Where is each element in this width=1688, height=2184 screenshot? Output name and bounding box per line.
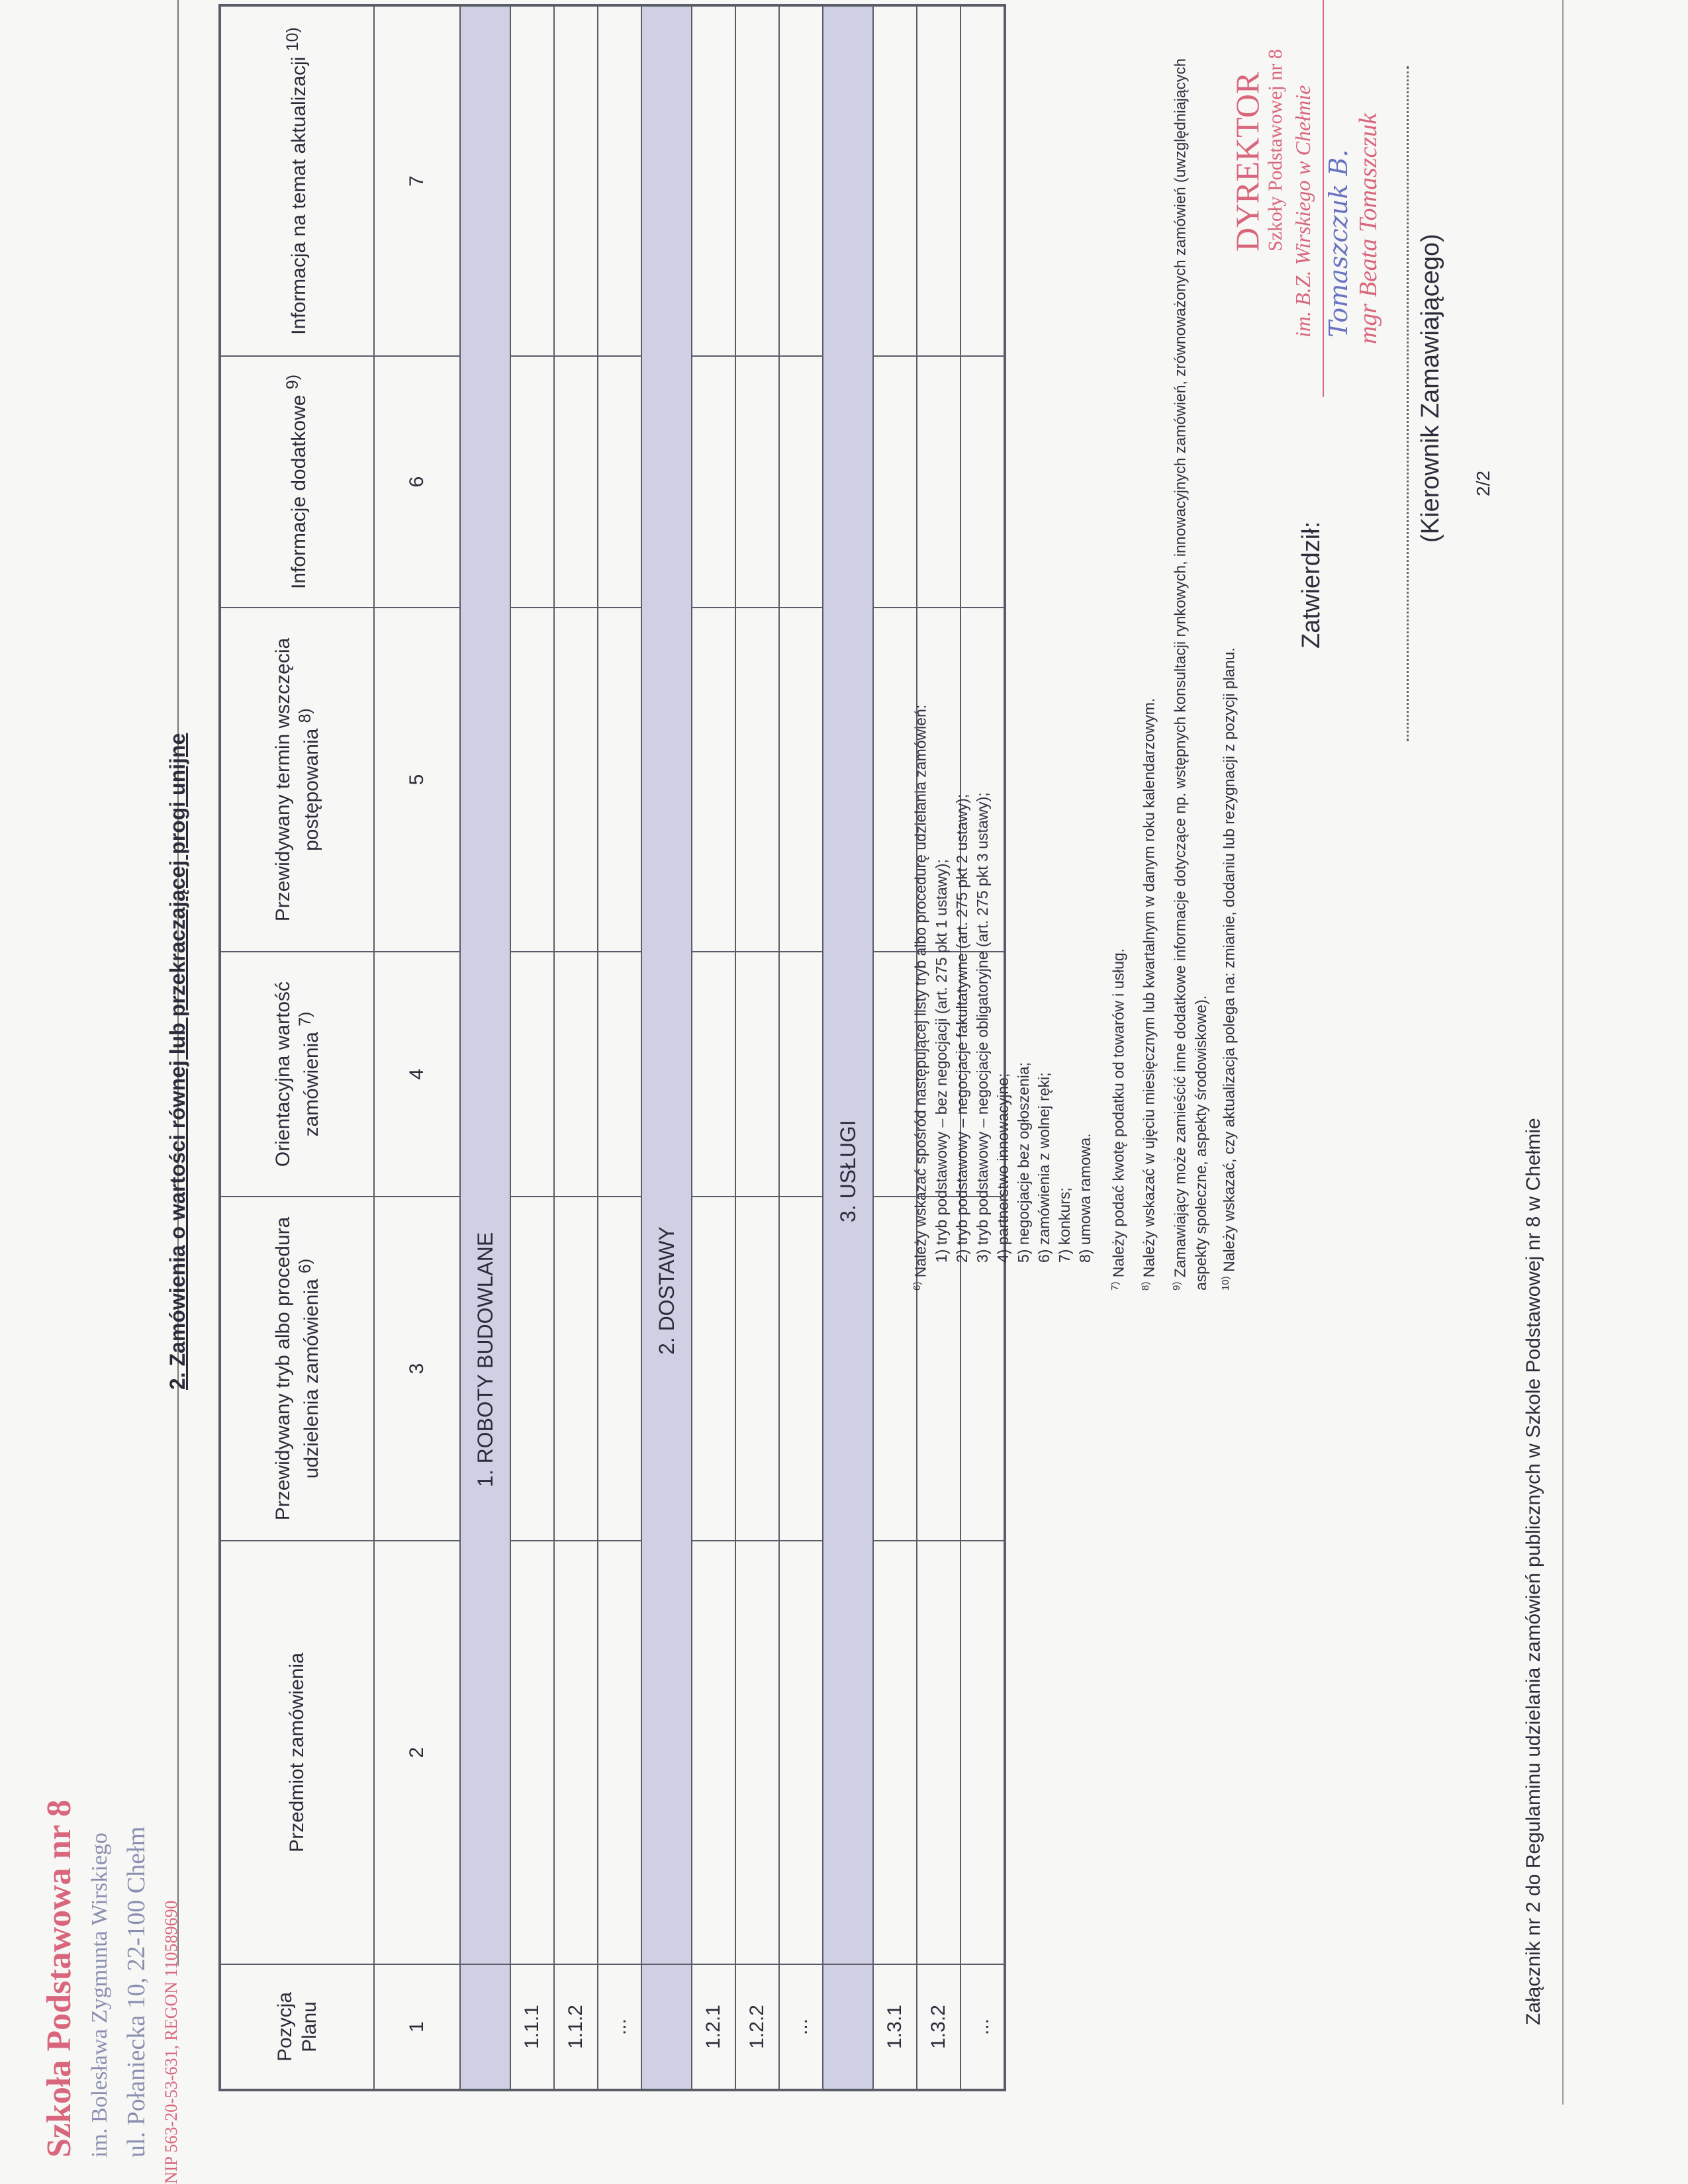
section-title: 2. Zamówienia o wartości równej lub przekraczającej progi unijne <box>165 733 189 1390</box>
position-cell: 1.3.2 <box>917 1964 961 2090</box>
position-cell: 1.3.1 <box>873 1964 917 2090</box>
footnote-6-item: 7) konkurs; <box>1055 1187 1073 1263</box>
column-number: 3 <box>374 1197 460 1541</box>
footnote-6-item: 1) tryb podstawowy – bez negocjacji (art. 275 pkt 1 ustawy); <box>932 859 950 1263</box>
footnote-7: $^{7)}$ Należy podać kwotę podatku od towarów i usług. <box>1109 948 1127 1291</box>
handwritten-signature: Tomaszczuk B. <box>1324 149 1353 338</box>
position-cell: 1.2.2 <box>735 1964 779 2090</box>
footnote-10: $^{10)}$ Należy wskazać, czy aktualizacja polega na: zmianie, dodaniu lub rezygnacji z pozycji planu. <box>1219 647 1238 1291</box>
header-procedure: Przewidywany tryb albo procedura udzielenia zamówienia $^{6)}$ <box>220 1197 374 1541</box>
header-position: Pozycja Planu <box>220 1964 374 2090</box>
footnote-6-item: 6) zamówienia z wolnej ręki; <box>1035 1072 1053 1263</box>
school-stamp-name: Szkoła Podstawowa nr 8 <box>40 1799 78 2158</box>
footnote-6-item: 5) negocjacje bez ogłoszenia; <box>1014 1062 1032 1263</box>
position-cell: 1.1.1 <box>510 1964 554 2090</box>
position-cell: ... <box>779 1964 823 2090</box>
director-stamp-line1: Szkoły Podstawowej nr 8 <box>1264 49 1286 251</box>
footnote-8: $^{8)}$ Należy wskazać w ujęciu miesięcznym lub kwartalnym w danym roku kalendarzowym. <box>1140 698 1158 1291</box>
footer-divider <box>1562 0 1564 2105</box>
position-cell: ... <box>598 1964 641 2090</box>
footnote-6-item: 2) tryb podstawowy – negocjacje fakultatywne (art. 275 pkt 2 ustawy); <box>953 794 970 1263</box>
header-value: Orientacyjna wartość zamówienia $^{7)}$ <box>220 952 374 1197</box>
table-row <box>598 5 641 2090</box>
footnote-9: $^{9)}$ Zamawiający może zamieścić inne dodatkowe informacje dotyczące np. wstępnych konsultacji rynkowych, innowacyjnych zamówień, zrównoważonych zamówień (uwzględniających aspekty społeczne, aspekty środowiskowe). <box>1170 58 1209 1291</box>
header-additional-info: Informacje dodatkowe $^{9)}$ <box>220 356 374 608</box>
school-stamp-ids: NIP 563-20-53-631, REGON 110589690 <box>162 1900 181 2184</box>
school-stamp-patron: im. Bolesława Zygmunta Wirskiego <box>87 1833 112 2158</box>
table-row <box>735 5 779 2090</box>
section-row-works <box>460 5 510 2090</box>
table-header-row <box>220 5 374 2090</box>
section-title-supplies: 2. DOSTAWY <box>641 5 692 1964</box>
header-start-date: Przewidywany termin wszczęcia postępowania $^{8)}$ <box>220 608 374 952</box>
footnote-6: $^{6)}$ Należy wskazać spośród następującej listy tryb albo procedurę udzielania zamówień: <box>912 704 929 1291</box>
column-number: 1 <box>374 1964 460 2090</box>
document-footer: Załącznik nr 2 do Regulaminu udzielania zamówień publicznych w Szkole Podstawowej nr 8 w Chełmie <box>1523 1118 1544 2025</box>
footnote-6-item: 3) tryb podstawowy – negocjacje obligatoryjne (art. 275 pkt 3 ustawy); <box>973 792 991 1263</box>
header-subject: Przedmiot zamówienia <box>220 1541 374 1964</box>
column-number: 2 <box>374 1541 460 1964</box>
table-row <box>779 5 823 2090</box>
section-title-services: 3. USŁUGI <box>823 5 873 1964</box>
director-stamp-title: DYREKTOR <box>1229 71 1266 251</box>
school-stamp-address: ul. Połaniecka 10, 22-100 Chełm <box>122 1826 150 2158</box>
table-row <box>510 5 554 2090</box>
procurement-plan-table <box>218 4 1006 2091</box>
section-row-services <box>823 5 873 2090</box>
footnotes <box>907 33 1239 1291</box>
position-cell: ... <box>961 1964 1005 2090</box>
footnote-6-item: 4) partnerstwo innowacyjne; <box>994 1073 1011 1263</box>
position-cell: 1.2.1 <box>692 1964 735 2090</box>
director-stamp-name: mgr Beata Tomaszczuk <box>1354 113 1382 344</box>
column-number: 4 <box>374 952 460 1197</box>
position-cell: 1.1.2 <box>554 1964 598 2090</box>
section-title-works: 1. ROBOTY BUDOWLANE <box>460 5 510 1964</box>
signer-caption: (Kierownik Zamawiającego) <box>1417 234 1444 543</box>
column-number: 5 <box>374 608 460 952</box>
table-row <box>554 5 598 2090</box>
signature-dotted-line <box>1407 66 1409 741</box>
column-number: 6 <box>374 356 460 608</box>
page-number: 2/2 <box>1473 471 1493 496</box>
column-number: 7 <box>374 5 460 356</box>
column-number-row <box>374 5 460 2090</box>
header-update-info: Informacja na temat aktualizacji $^{10)}$ <box>220 5 374 356</box>
director-stamp-line2: im. B.Z. Wirskiego w Chełmie <box>1291 85 1315 338</box>
table-row <box>692 5 735 2090</box>
section-row-supplies <box>641 5 692 2090</box>
approval-label: Zatwierdził: <box>1297 521 1325 649</box>
footnote-6-item: 8) umowa ramowa. <box>1076 1133 1094 1263</box>
